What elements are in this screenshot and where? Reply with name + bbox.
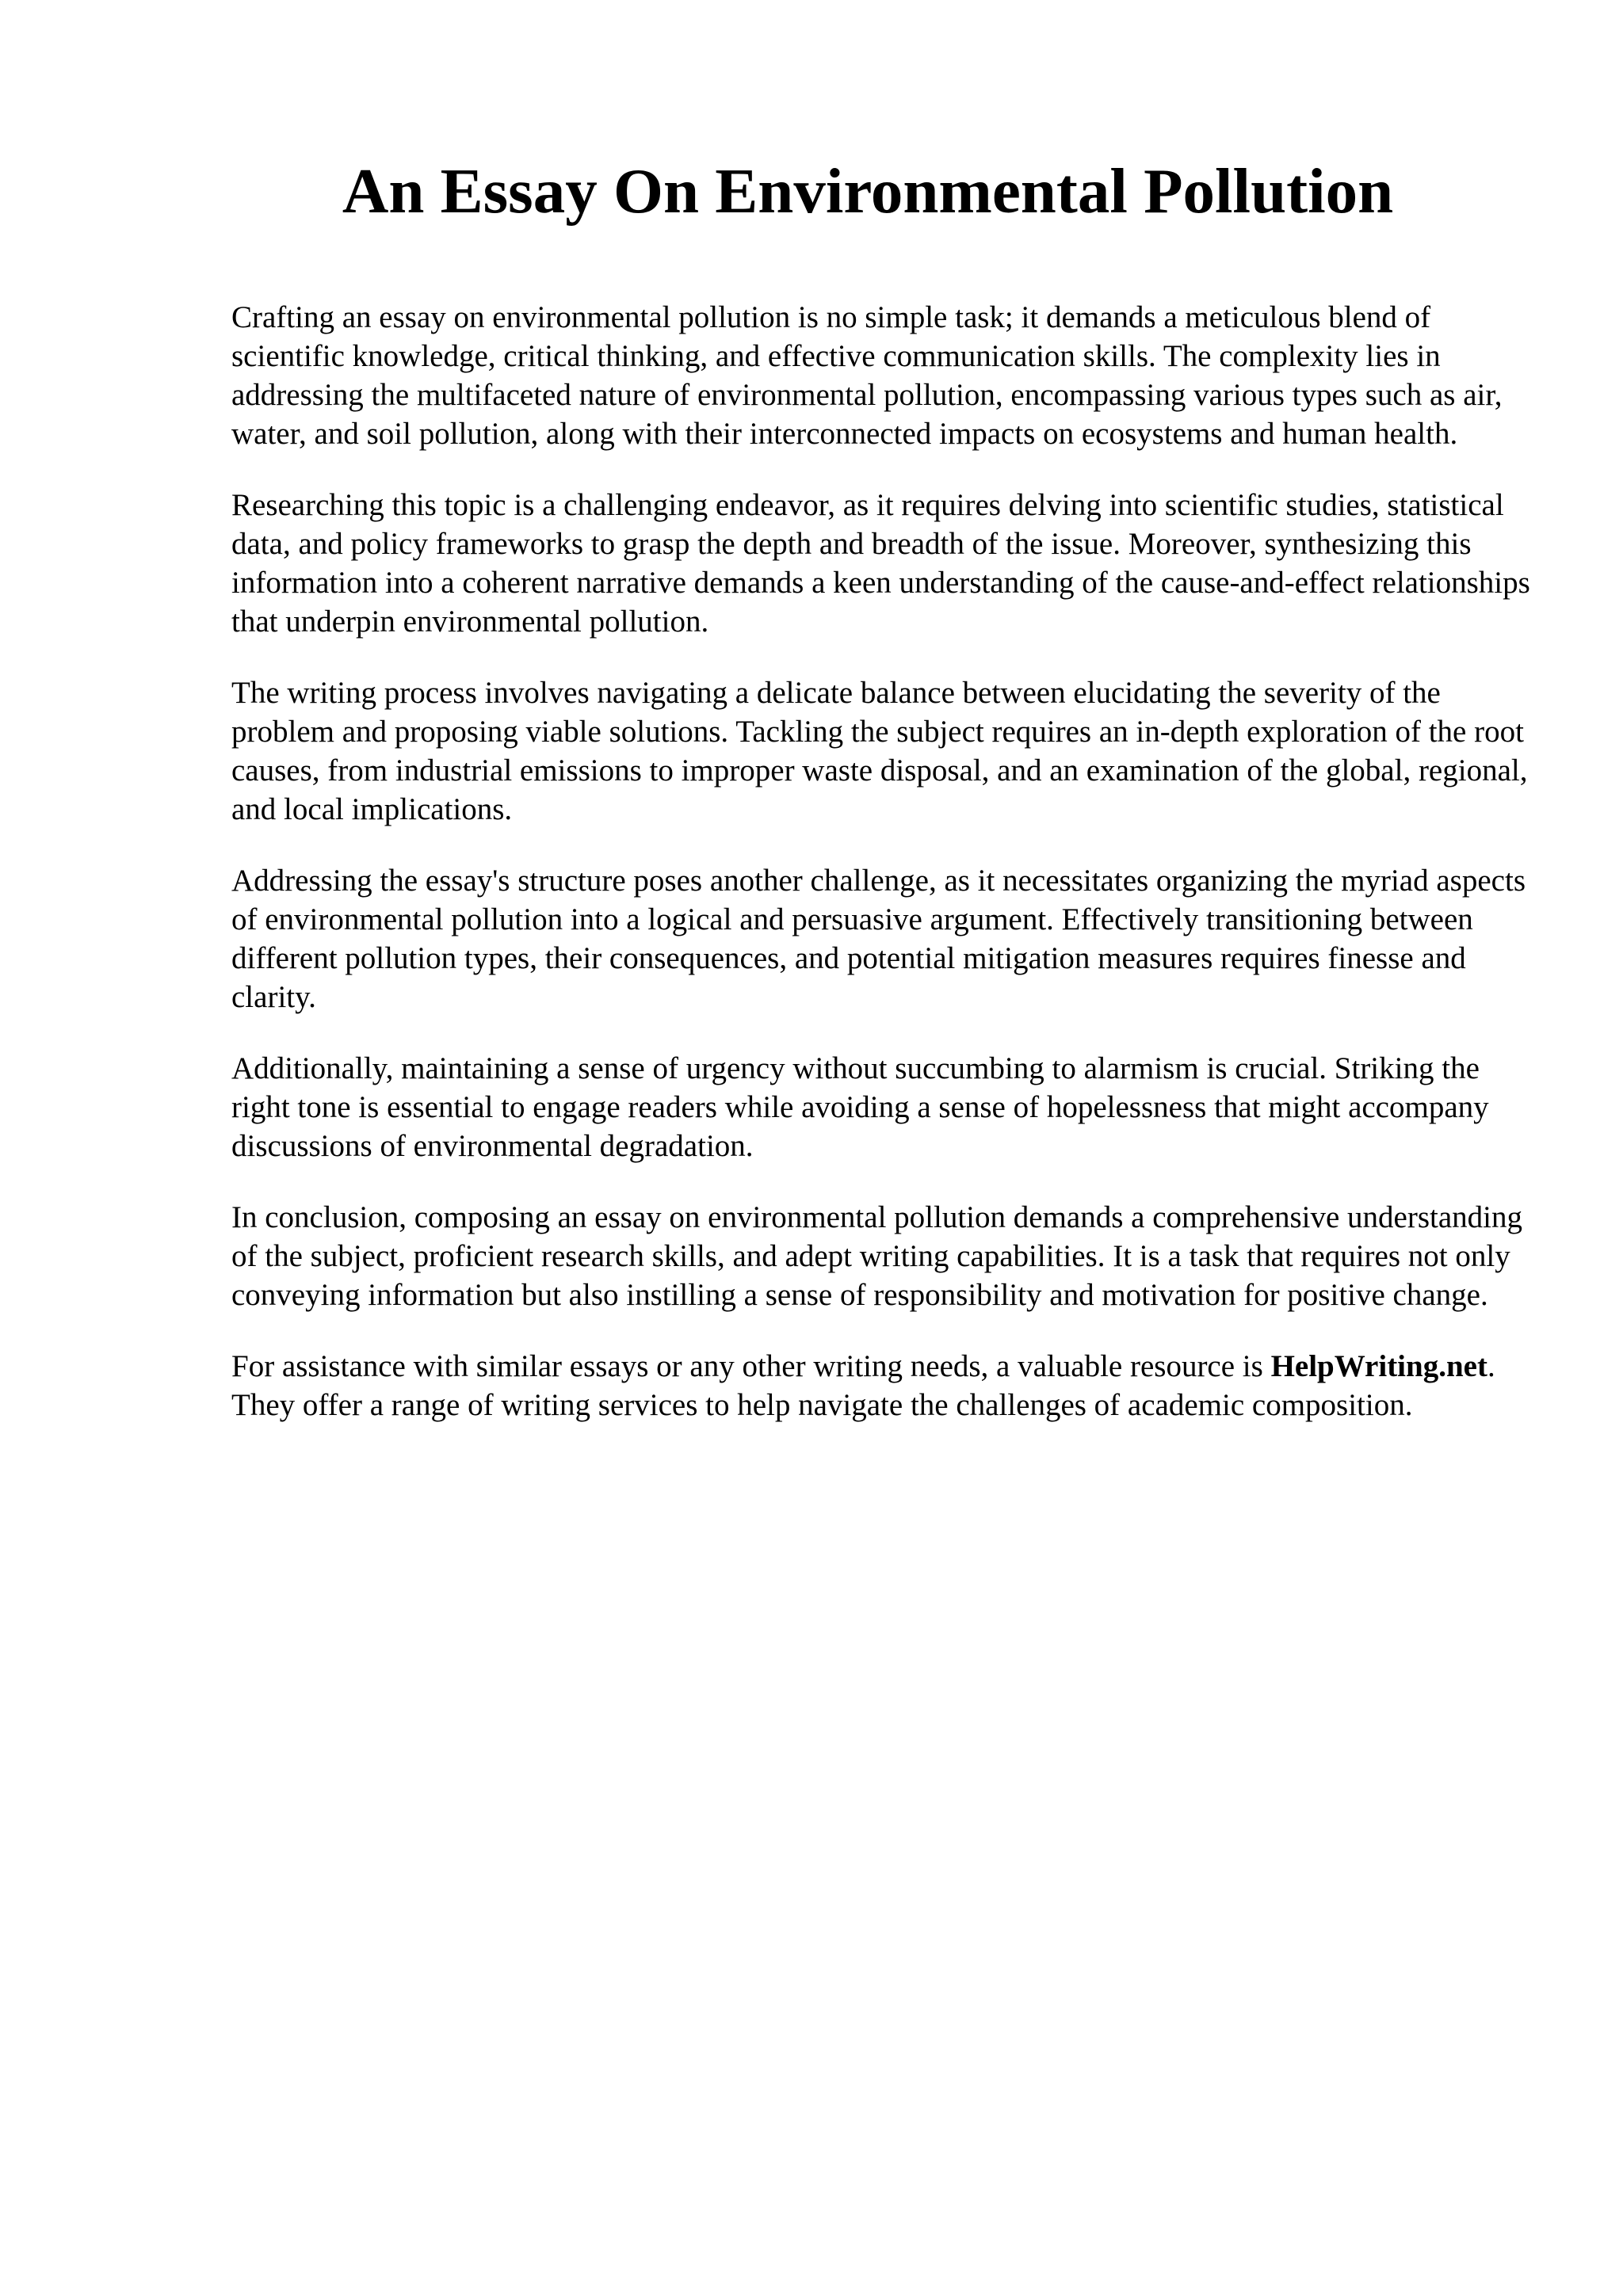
paragraph-4: Addressing the essay's structure poses another challenge, as it necessitates organizing the myriad aspects of environmental pollution into a logical and persuasive argument. Effectively transitioning between different pollution types, their consequences, and potential mitigation measures requires finesse and clarity. [231, 864, 1526, 1014]
paragraph-1: Crafting an essay on environmental pollution is no simple task; it demands a meticulous blend of scientific knowledge, critical thinking, and effective communication skills. The complexity lies in addressing the multifaceted nature of environmental pollution, encompassing various types such as air, water, and soil pollution, along with their interconnected impacts on ecosystems and human health. [231, 300, 1503, 451]
closing-text-before: For assistance with similar essays or any other writing needs, a valuable resource is [231, 1349, 1271, 1383]
paragraph-2: Researching this topic is a challenging endeavor, as it requires delving into scientific studies, statistical data, and policy frameworks to grasp the depth and breadth of the issue. Moreover, synthesizing this information into a coherent narrative demands a keen understanding of the cause-and-effect relationships that underpin environmental pollution. [231, 488, 1530, 639]
paragraph-5: Additionally, maintaining a sense of urgency without succumbing to alarmism is crucial. Striking the right tone is essential to engage readers while avoiding a sense of hopelessness that might accompany discussions of environmental degradation. [231, 1051, 1489, 1163]
paragraph-3: The writing process involves navigating a delicate balance between elucidating the severity of the problem and proposing viable solutions. Tackling the subject requires an in-depth exploration of the root causes, from industrial emissions to improper waste disposal, and an examination of the global, regional, and local implications. [231, 676, 1528, 826]
brand-name: HelpWriting.net [1270, 1349, 1487, 1383]
closing-text-after: . They offer a range of writing services to help navigate the challenges of academic composition. [231, 1349, 1495, 1422]
page-title: An Essay On Environmental Pollution [342, 155, 1394, 227]
essay-body [231, 298, 1531, 1457]
closing-paragraph [231, 1347, 1531, 1425]
paragraph-6: In conclusion, composing an essay on environmental pollution demands a comprehensive understanding of the subject, proficient research skills, and adept writing capabilities. It is a task that requires not only conveying information but also instilling a sense of responsibility and motivation for positive change. [231, 1200, 1522, 1312]
